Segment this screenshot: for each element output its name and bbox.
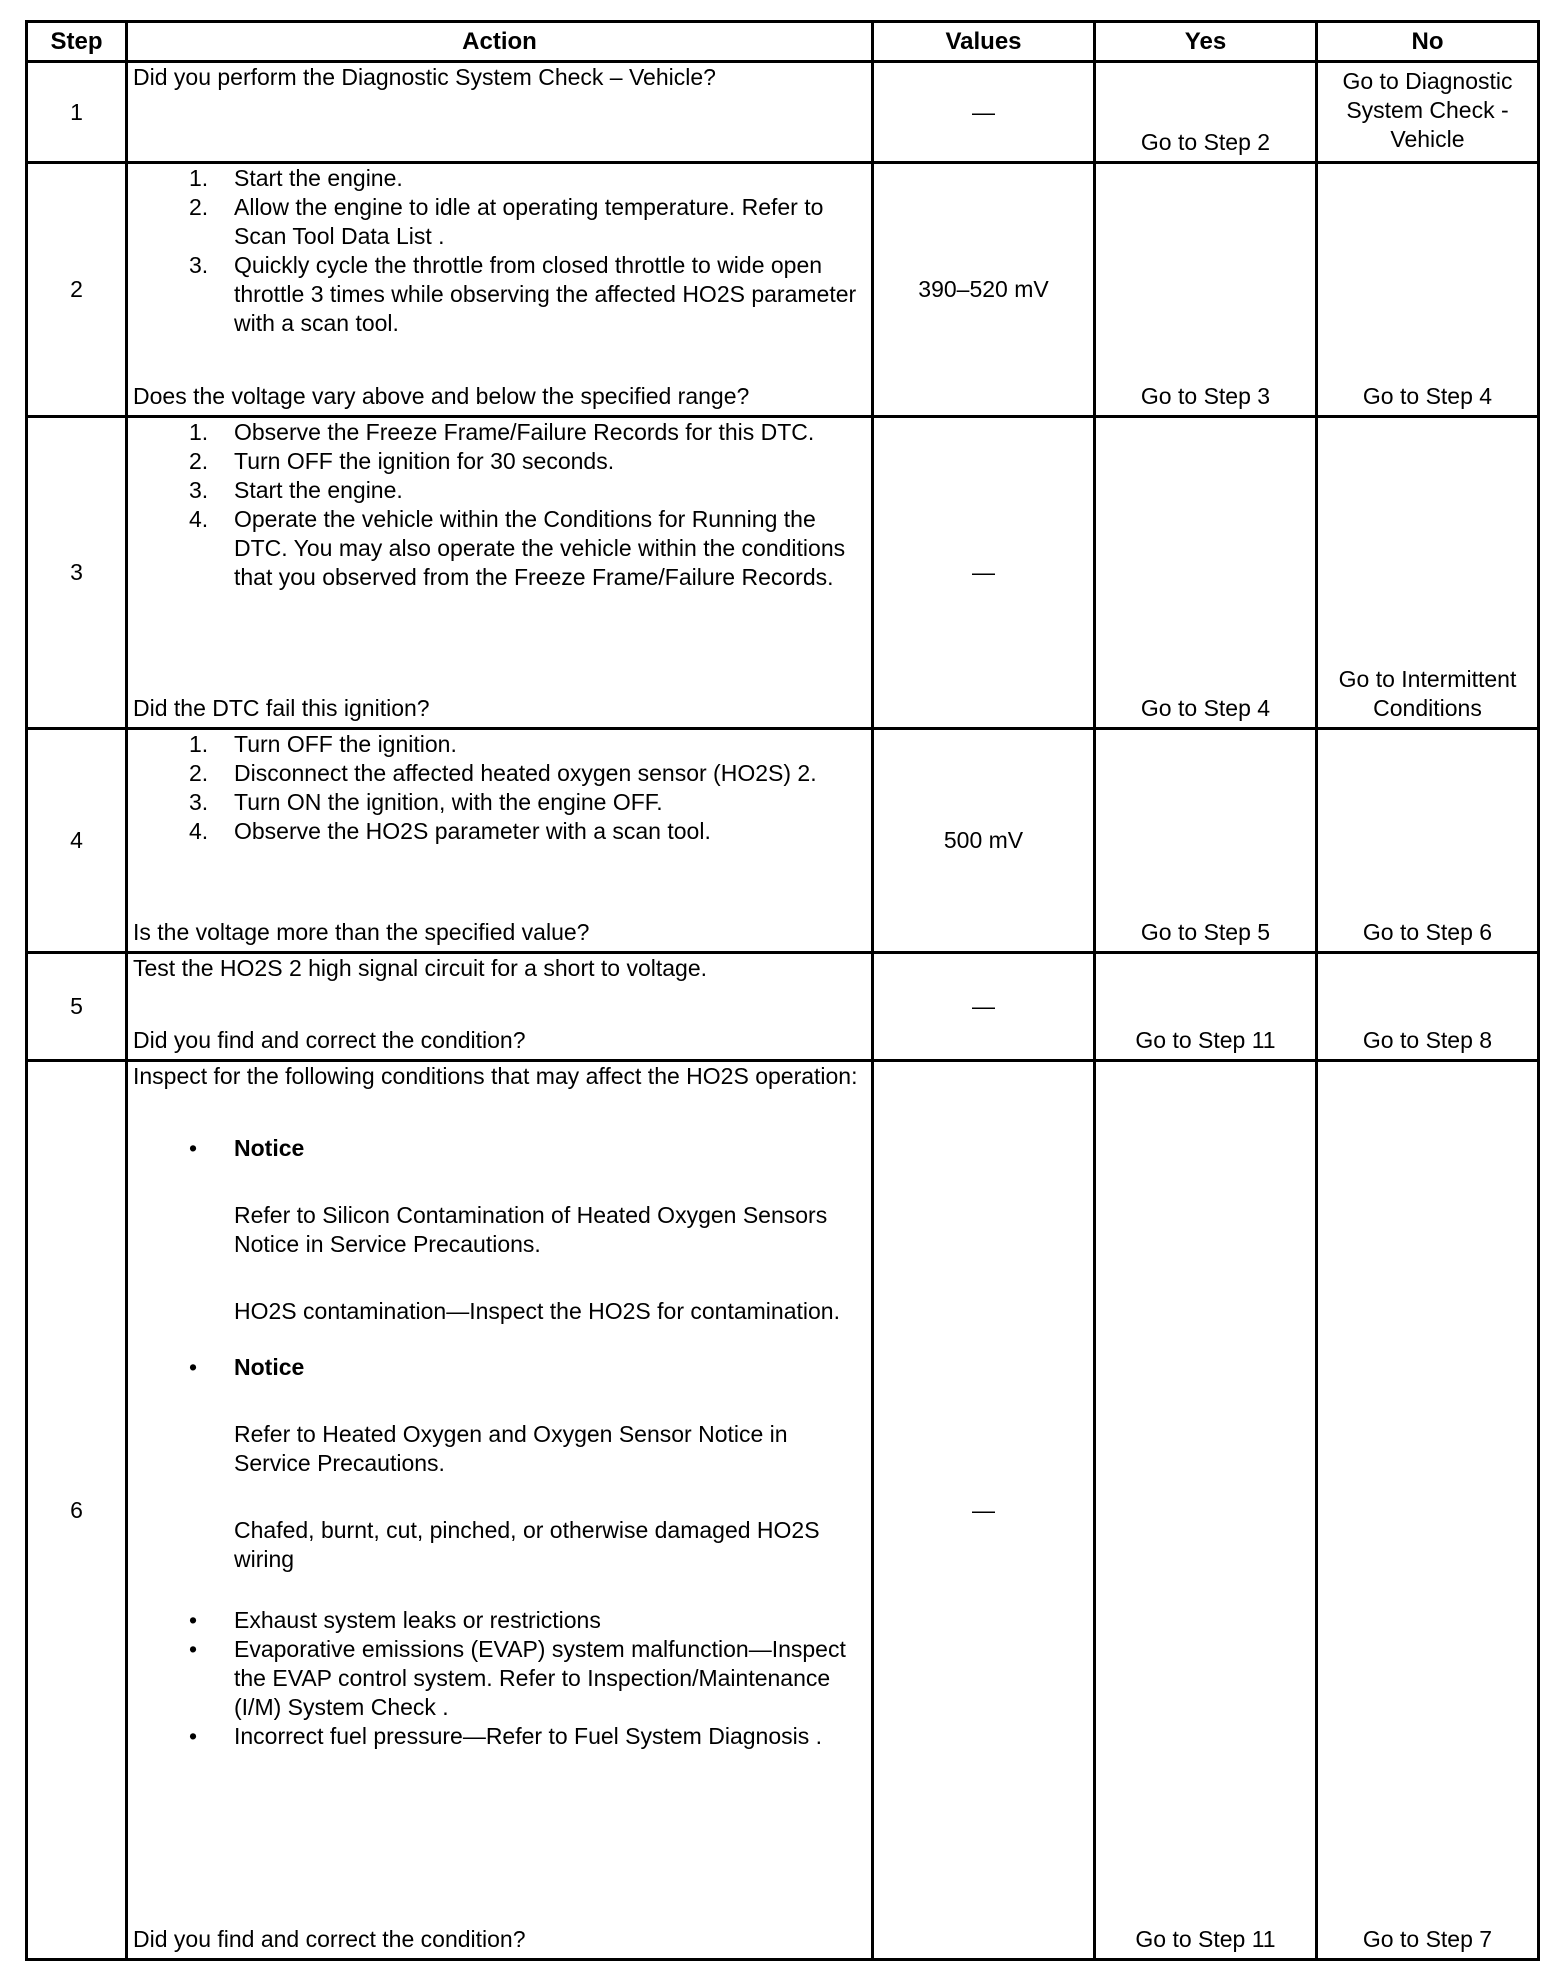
no-link[interactable]: Go to Step 6 <box>1317 729 1539 953</box>
table-row <box>27 163 1539 417</box>
action-cell <box>127 417 873 729</box>
no-link[interactable]: Go to Step 7 <box>1317 1061 1539 1960</box>
action-steps <box>133 730 867 846</box>
action-step: 1. Observe the Freeze Frame/Failure Records for this DTC. <box>189 419 815 445</box>
action-step: 3. Turn ON the ignition, with the engine OFF. <box>189 789 663 815</box>
table-row <box>27 953 1539 1061</box>
header-yes: Yes <box>1095 22 1317 62</box>
notice-list <box>133 1134 867 1574</box>
action-cell <box>127 953 873 1061</box>
value-cell: 500 mV <box>873 729 1095 953</box>
no-link[interactable]: Go to Step 4 <box>1317 163 1539 417</box>
step-number: 6 <box>27 1061 127 1960</box>
action-step: 2. Turn OFF the ignition for 30 seconds. <box>189 448 615 474</box>
condition-item: • Evaporative emissions (EVAP) system malfunction—Inspect the EVAP control system. Refer to Inspection/Maintenance (I/M) System Check . <box>189 1636 846 1720</box>
value-cell: 390–520 mV <box>873 163 1095 417</box>
table-row <box>27 729 1539 953</box>
action-question: Did you find and correct the condition? <box>133 1926 526 1952</box>
action-steps <box>133 418 867 592</box>
step-number: 4 <box>27 729 127 953</box>
action-step: 1. Start the engine. <box>189 165 403 191</box>
condition-item: • Incorrect fuel pressure—Refer to Fuel System Diagnosis . <box>189 1723 823 1749</box>
yes-link[interactable]: Go to Step 5 <box>1095 729 1317 953</box>
value-cell: — <box>873 953 1095 1061</box>
yes-link[interactable]: Go to Step 3 <box>1095 163 1317 417</box>
action-step: 4. Observe the HO2S parameter with a scan tool. <box>189 818 711 844</box>
action-step: 1. Turn OFF the ignition. <box>189 731 457 757</box>
step-number: 1 <box>27 62 127 163</box>
notice-detail: HO2S contamination—Inspect the HO2S for contamination. <box>234 1298 840 1324</box>
condition-list <box>133 1606 867 1751</box>
header-action: Action <box>127 22 873 62</box>
header-values: Values <box>873 22 1095 62</box>
notice-title: Notice <box>234 1354 305 1380</box>
header-row <box>27 22 1539 62</box>
notice-title: Notice <box>234 1135 305 1161</box>
step-number: 3 <box>27 417 127 729</box>
yes-link[interactable]: Go to Step 2 <box>1095 62 1317 163</box>
action-intro: Test the HO2S 2 high signal circuit for a short to voltage. <box>133 955 708 981</box>
yes-link[interactable]: Go to Step 4 <box>1095 417 1317 729</box>
action-cell <box>127 1061 873 1960</box>
yes-link[interactable]: Go to Step 11 <box>1095 953 1317 1061</box>
notice-text: Refer to Heated Oxygen and Oxygen Sensor Notice in Service Precautions. <box>234 1421 788 1476</box>
value-cell: — <box>873 417 1095 729</box>
value-cell: — <box>873 62 1095 163</box>
action-step: 2. Allow the engine to idle at operating temperature. Refer to Scan Tool Data List . <box>189 194 824 249</box>
action-step: 4. Operate the vehicle within the Conditions for Running the DTC. You may also operate the vehicle within the conditions that you observed from the Freeze Frame/Failure Records. <box>189 506 846 590</box>
action-cell <box>127 62 873 163</box>
header-no: No <box>1317 22 1539 62</box>
action-step: 3. Quickly cycle the throttle from closed throttle to wide open throttle 3 times while observing the affected HO2S parameter with a scan tool. <box>189 252 857 336</box>
table-row <box>27 1061 1539 1960</box>
notice-text: Refer to Silicon Contamination of Heated Oxygen Sensors Notice in Service Precautions. <box>234 1202 828 1257</box>
diagnostic-table <box>25 20 1540 1961</box>
action-step: 2. Disconnect the affected heated oxygen sensor (HO2S) 2. <box>189 760 817 786</box>
action-step: 3. Start the engine. <box>189 477 403 503</box>
step-number: 5 <box>27 953 127 1061</box>
notice-detail: Chafed, burnt, cut, pinched, or otherwise damaged HO2S wiring <box>234 1517 820 1572</box>
action-question: Is the voltage more than the specified value? <box>133 919 590 945</box>
notice-item: • Notice Refer to Heated Oxygen and Oxygen Sensor Notice in Service Precautions. Chafed, burnt, cut, pinched, or otherwise damaged HO2S wiring <box>189 1353 867 1574</box>
action-question: Did you find and correct the condition? <box>133 1027 526 1053</box>
header-step: Step <box>27 22 127 62</box>
yes-link[interactable]: Go to Step 11 <box>1095 1061 1317 1960</box>
action-intro: Inspect for the following conditions that may affect the HO2S operation: <box>133 1063 858 1089</box>
notice-item: • Notice Refer to Silicon Contamination of Heated Oxygen Sensors Notice in Service Precautions. HO2S contamination—Inspect the HO2S for contamination. <box>189 1134 867 1326</box>
table-row <box>27 417 1539 729</box>
value-cell: — <box>873 1061 1095 1960</box>
action-steps <box>133 164 867 338</box>
no-link[interactable]: Go to Intermittent Conditions <box>1317 417 1539 729</box>
table-row <box>27 62 1539 163</box>
action-cell <box>127 729 873 953</box>
action-question: Did the DTC fail this ignition? <box>133 695 430 721</box>
condition-item: • Exhaust system leaks or restrictions <box>189 1607 601 1633</box>
action-cell <box>127 163 873 417</box>
action-question: Does the voltage vary above and below the specified range? <box>133 383 750 409</box>
step-number: 2 <box>27 163 127 417</box>
no-link[interactable]: Go to Step 8 <box>1317 953 1539 1061</box>
no-link[interactable]: Go to Diagnostic System Check - Vehicle <box>1317 62 1539 163</box>
action-intro: Did you perform the Diagnostic System Check – Vehicle? <box>133 64 716 90</box>
